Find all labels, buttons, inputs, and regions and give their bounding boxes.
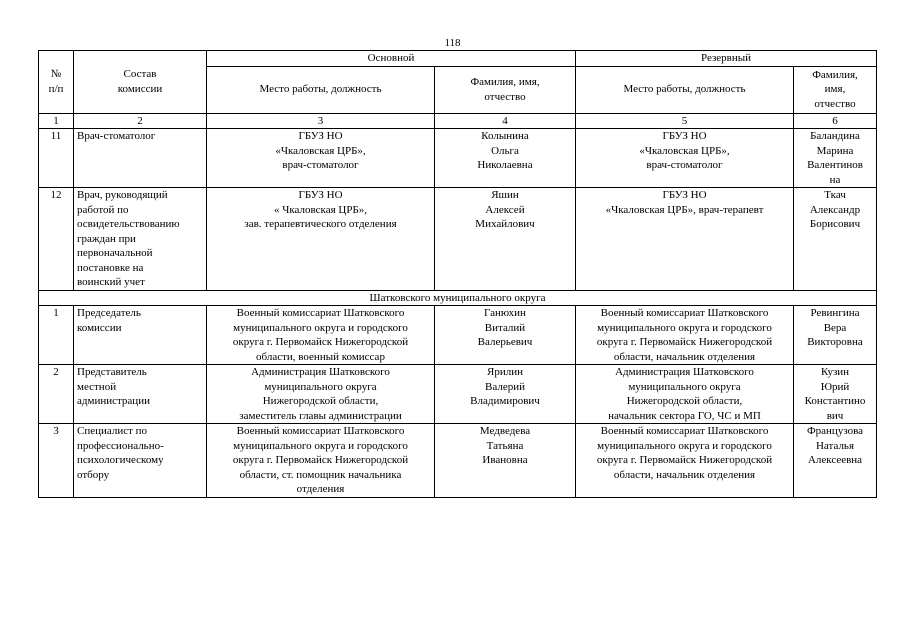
main-name: Ганюхин Виталий Валерьевич bbox=[435, 306, 576, 365]
column-number: 6 bbox=[794, 113, 877, 129]
commission-role: Врач, руководящий работой по освидетельствованию граждан при первоначальной постановке на воинский учет bbox=[74, 188, 207, 291]
section-title: Шатковского муниципального округа bbox=[39, 290, 877, 306]
row-number: 3 bbox=[39, 424, 74, 498]
row-number: 11 bbox=[39, 129, 74, 188]
main-workplace: Администрация Шатковского муниципального округа Нижегородской области, заместитель главы администрации bbox=[207, 365, 435, 424]
commission-table bbox=[38, 50, 877, 498]
header-row-1 bbox=[39, 51, 877, 67]
reserve-name: Ревингина Вера Викторовна bbox=[794, 306, 877, 365]
row-number: 2 bbox=[39, 365, 74, 424]
table-row bbox=[39, 129, 877, 188]
column-number: 5 bbox=[576, 113, 794, 129]
header-composition: Состав комиссии bbox=[74, 51, 207, 114]
commission-role: Специалист по профессионально- психологическому отбору bbox=[74, 424, 207, 498]
main-name: Колынина Ольга Николаевна bbox=[435, 129, 576, 188]
reserve-workplace: ГБУЗ НО «Чкаловская ЦРБ», врач-терапевт bbox=[576, 188, 794, 291]
reserve-name: Французова Наталья Алексеевна bbox=[794, 424, 877, 498]
reserve-name: Ткач Александр Борисович bbox=[794, 188, 877, 291]
table-row bbox=[39, 424, 877, 498]
reserve-workplace: Военный комиссариат Шатковского муниципального округа и городского округа г. Первомайск Нижегородской области, начальник отделения bbox=[576, 424, 794, 498]
reserve-workplace: Администрация Шатковского муниципального округа Нижегородской области, начальник сектора ГО, ЧС и МП bbox=[576, 365, 794, 424]
main-workplace: ГБУЗ НО «Чкаловская ЦРБ», врач-стоматолог bbox=[207, 129, 435, 188]
column-number: 1 bbox=[39, 113, 74, 129]
section-row bbox=[39, 290, 877, 306]
column-number: 3 bbox=[207, 113, 435, 129]
header-workplace-reserve: Место работы, должность bbox=[576, 66, 794, 113]
header-main: Основной bbox=[207, 51, 576, 67]
main-workplace: Военный комиссариат Шатковского муниципального округа и городского округа г. Первомайск Нижегородской области, военный комиссар bbox=[207, 306, 435, 365]
row-number: 12 bbox=[39, 188, 74, 291]
header-name-reserve: Фамилия, имя, отчество bbox=[794, 66, 877, 113]
reserve-workplace: Военный комиссариат Шатковского муниципального округа и городского округа г. Первомайск Нижегородской области, начальник отделения bbox=[576, 306, 794, 365]
header-reserve: Резервный bbox=[576, 51, 877, 67]
column-number: 2 bbox=[74, 113, 207, 129]
header-name-main: Фамилия, имя, отчество bbox=[435, 66, 576, 113]
main-workplace: ГБУЗ НО « Чкаловская ЦРБ», зав. терапевтического отделения bbox=[207, 188, 435, 291]
table-row bbox=[39, 306, 877, 365]
row-number: 1 bbox=[39, 306, 74, 365]
reserve-workplace: ГБУЗ НО «Чкаловская ЦРБ», врач-стоматолог bbox=[576, 129, 794, 188]
commission-role: Представитель местной администрации bbox=[74, 365, 207, 424]
page-number: 118 bbox=[444, 37, 461, 49]
main-workplace: Военный комиссариат Шатковского муниципального округа и городского округа г. Первомайск Нижегородской области, ст. помощник начальника отделения bbox=[207, 424, 435, 498]
column-number-row bbox=[39, 113, 877, 129]
header-num: № п/п bbox=[39, 51, 74, 114]
main-name: Ярилин Валерий Владимирович bbox=[435, 365, 576, 424]
main-name: Яшин Алексей Михайлович bbox=[435, 188, 576, 291]
reserve-name: Баландина Марина Валентинов на bbox=[794, 129, 877, 188]
commission-role: Врач-стоматолог bbox=[74, 129, 207, 188]
table-row bbox=[39, 365, 877, 424]
reserve-name: Кузин Юрий Константино вич bbox=[794, 365, 877, 424]
commission-role: Председатель комиссии bbox=[74, 306, 207, 365]
main-name: Медведева Татьяна Ивановна bbox=[435, 424, 576, 498]
header-workplace-main: Место работы, должность bbox=[207, 66, 435, 113]
table-row bbox=[39, 188, 877, 291]
column-number: 4 bbox=[435, 113, 576, 129]
